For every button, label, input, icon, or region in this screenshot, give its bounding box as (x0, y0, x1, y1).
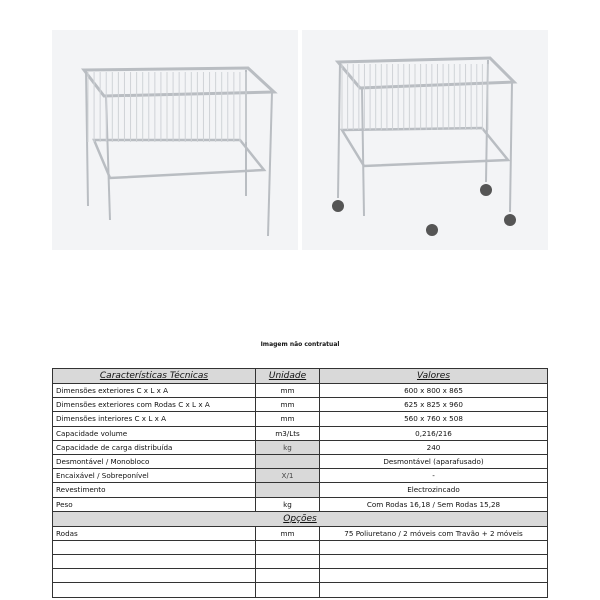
row-unit: m3/Lts (256, 426, 320, 440)
options-header-row (53, 511, 548, 526)
options-header: Opções (53, 511, 548, 526)
row-label: Capacidade volume (53, 426, 256, 440)
table-row (53, 384, 548, 398)
row-label: Rodas (53, 526, 256, 540)
row-value: 625 x 825 x 960 (320, 398, 548, 412)
row-label (53, 555, 256, 569)
table-row (53, 426, 548, 440)
row-value (320, 555, 548, 569)
table-row (53, 440, 548, 454)
table-row (53, 526, 548, 540)
row-label: Peso (53, 497, 256, 511)
table-row (53, 555, 548, 569)
table-row (53, 569, 548, 583)
header-characteristics: Características Técnicas (53, 369, 256, 384)
product-image-no-wheels (52, 30, 298, 250)
row-value (320, 583, 548, 597)
table-row (53, 483, 548, 497)
row-value: Electrozincado (320, 483, 548, 497)
technical-specs-table (52, 368, 548, 598)
row-unit (256, 483, 320, 497)
header-unit: Unidade (256, 369, 320, 384)
table-row (53, 583, 548, 597)
row-unit: mm (256, 412, 320, 426)
table-row (53, 497, 548, 511)
row-unit: mm (256, 526, 320, 540)
row-value: 560 x 760 x 508 (320, 412, 548, 426)
row-value (320, 569, 548, 583)
row-unit (256, 569, 320, 583)
caster-wheels (332, 184, 516, 236)
row-unit: X/1 (256, 469, 320, 483)
row-label (53, 540, 256, 554)
row-label: Encaixável / Sobreponível (53, 469, 256, 483)
table-header-row (53, 369, 548, 384)
row-unit (256, 454, 320, 468)
wire-basket-wheels-illustration (302, 30, 548, 250)
row-label: Dimensões interiores C x L x A (53, 412, 256, 426)
row-value (320, 540, 548, 554)
row-value: 0,216/216 (320, 426, 548, 440)
row-unit (256, 583, 320, 597)
header-values: Valores (320, 369, 548, 384)
row-value: Com Rodas 16,18 / Sem Rodas 15,28 (320, 497, 548, 511)
wire-basket-illustration (52, 30, 298, 250)
table-row (53, 540, 548, 554)
table-row (53, 454, 548, 468)
row-label: Revestimento (53, 483, 256, 497)
row-unit: mm (256, 384, 320, 398)
row-value: Desmontável (aparafusado) (320, 454, 548, 468)
table-row (53, 469, 548, 483)
table-row (53, 412, 548, 426)
row-label: Dimensões exteriores C x L x A (53, 384, 256, 398)
image-disclaimer: Imagem não contratual (260, 341, 340, 348)
row-label: Capacidade de carga distribuída (53, 440, 256, 454)
row-label: Dimensões exteriores com Rodas C x L x A (53, 398, 256, 412)
row-unit: kg (256, 440, 320, 454)
row-unit: kg (256, 497, 320, 511)
row-unit (256, 555, 320, 569)
product-image-with-wheels (302, 30, 548, 250)
row-value: 240 (320, 440, 548, 454)
row-label: Desmontável / Monobloco (53, 454, 256, 468)
row-value: 75 Poliuretano / 2 móveis com Travão + 2 móveis (320, 526, 548, 540)
row-value: 600 x 800 x 865 (320, 384, 548, 398)
row-label (53, 569, 256, 583)
row-label (53, 583, 256, 597)
row-unit (256, 540, 320, 554)
row-value: - (320, 469, 548, 483)
table-row (53, 398, 548, 412)
row-unit: mm (256, 398, 320, 412)
